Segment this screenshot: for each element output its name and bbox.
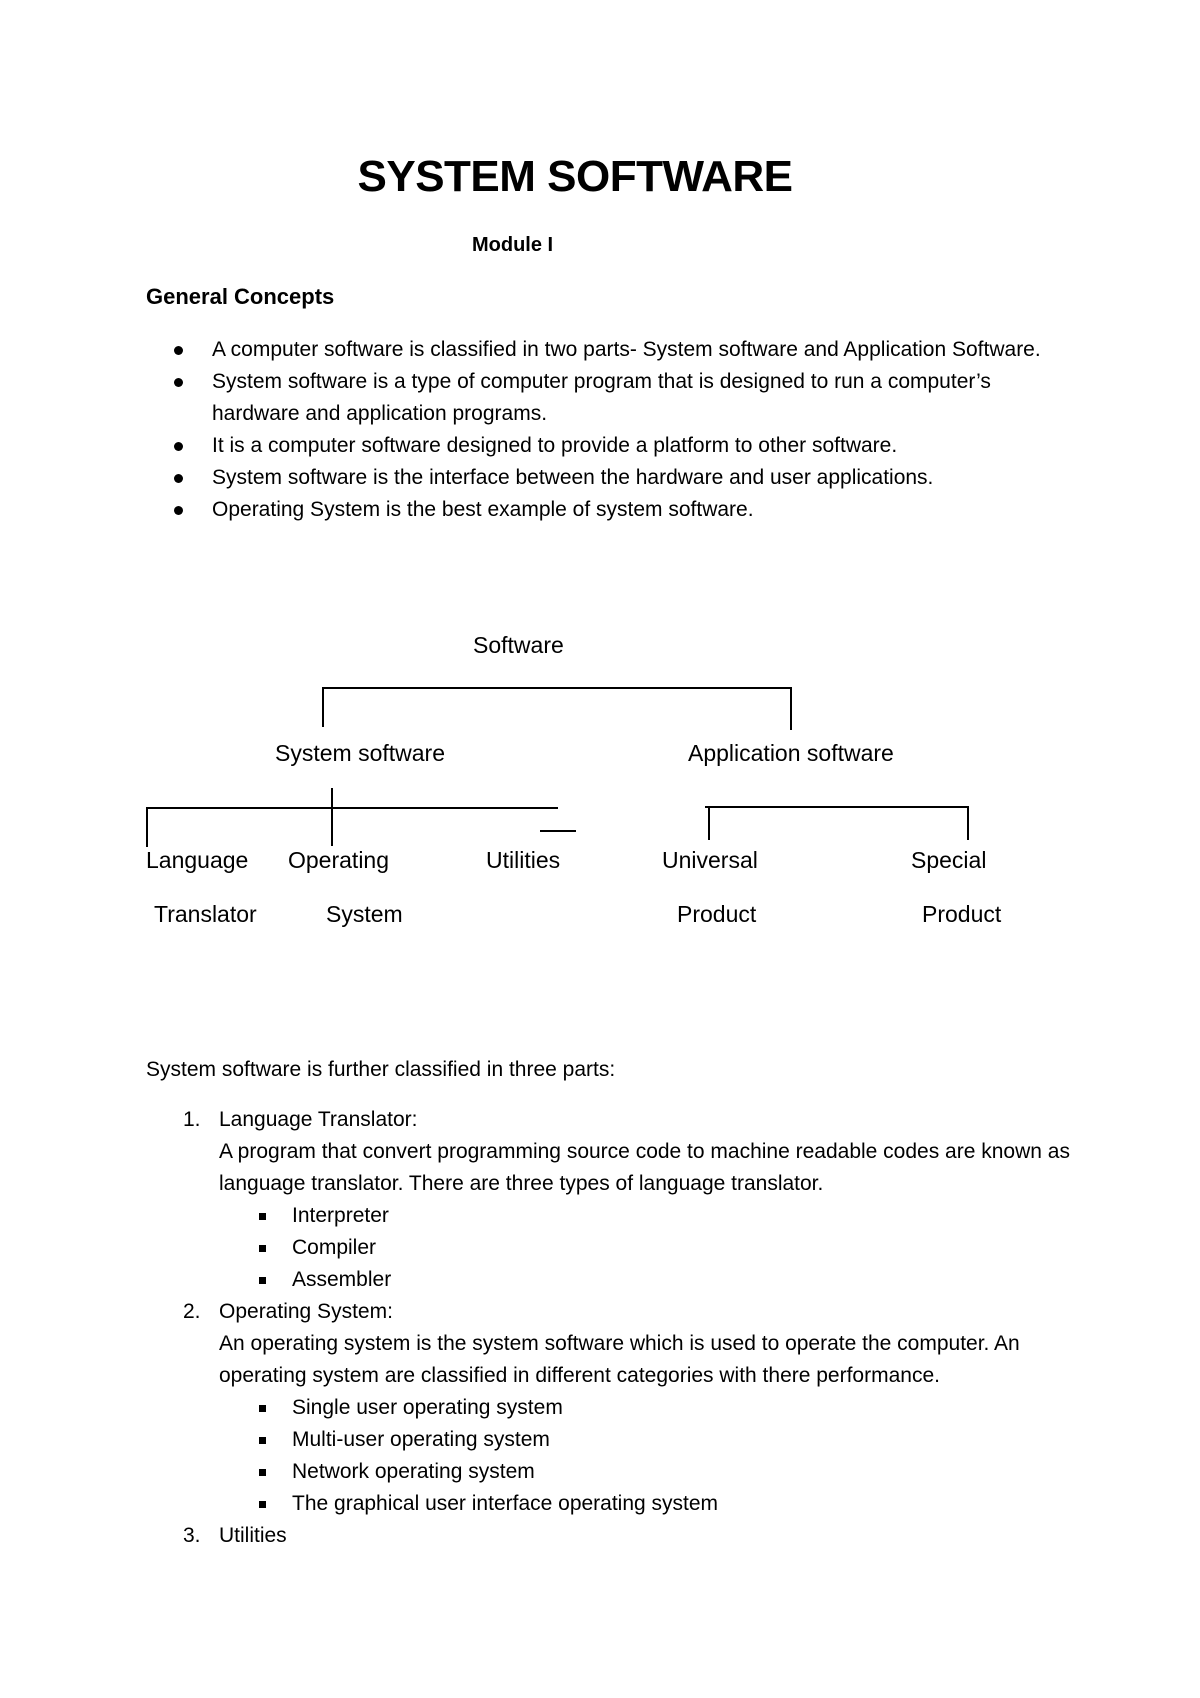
tree-connector [331, 788, 333, 846]
tree-connector [708, 806, 710, 840]
list-item-title: Operating System: [219, 1300, 393, 1323]
tree-node-language-line1: Language [146, 847, 249, 873]
bullet-dot-icon [174, 378, 183, 387]
list-item [146, 1296, 1086, 1520]
tree-connector [540, 830, 576, 832]
bullet-item: System software is a type of computer program that is designed to run a computer’s hardware and application programs. [146, 366, 1046, 430]
tree-node-universal-line2: Product [677, 901, 757, 927]
list-number: 1. [183, 1108, 201, 1131]
square-bullet-icon [259, 1437, 266, 1444]
tree-node-application-software: Application software [688, 740, 894, 766]
classification-list [146, 1104, 1086, 1552]
sub-list-item: Network operating system [219, 1456, 1086, 1488]
section-heading: General Concepts [146, 284, 335, 309]
list-number: 3. [183, 1524, 201, 1547]
square-bullet-icon [259, 1469, 266, 1476]
list-item-description: A program that convert programming source code to machine readable codes are known as language translator. There are three types of language translator. [219, 1140, 1070, 1195]
tree-connector [322, 687, 324, 727]
concept-bullet-list [146, 334, 1046, 526]
bullet-item: A computer software is classified in two parts- System software and Application Software. [146, 334, 1046, 366]
bullet-item: Operating System is the best example of system software. [146, 494, 1046, 526]
list-item [146, 1104, 1086, 1296]
tree-node-special-line2: Product [922, 901, 1002, 927]
square-bullet-icon [259, 1405, 266, 1412]
list-number: 2. [183, 1300, 201, 1323]
bullet-item: It is a computer software designed to provide a platform to other software. [146, 430, 1046, 462]
sub-list-item: Multi-user operating system [219, 1424, 1086, 1456]
sub-list-item: Compiler [219, 1232, 1086, 1264]
tree-node-universal-line1: Universal [662, 847, 758, 873]
tree-connector [146, 807, 558, 809]
square-bullet-icon [259, 1501, 266, 1508]
list-item-title: Language Translator: [219, 1108, 418, 1131]
tree-connector [322, 687, 792, 689]
tree-connector [705, 806, 969, 808]
document-title: SYSTEM SOFTWARE [357, 152, 793, 201]
bullet-dot-icon [174, 346, 183, 355]
square-bullet-icon [259, 1245, 266, 1252]
sub-list-item: Single user operating system [219, 1392, 1086, 1424]
bullet-dot-icon [174, 474, 183, 483]
bullet-dot-icon [174, 506, 183, 515]
module-label: Module I [472, 234, 554, 256]
tree-node-utilities: Utilities [486, 847, 561, 873]
tree-node-special-line1: Special [911, 847, 987, 873]
tree-root-label: Software [473, 632, 564, 658]
list-item [146, 1520, 1086, 1552]
sub-list-item: Interpreter [219, 1200, 1086, 1232]
sub-list [219, 1392, 1086, 1520]
sub-list [219, 1200, 1086, 1296]
tree-connector [146, 807, 148, 847]
tree-connector [790, 687, 792, 730]
tree-node-operating-line2: System [326, 901, 403, 927]
list-item-title: Utilities [219, 1524, 287, 1547]
tree-node-system-software: System software [275, 740, 445, 766]
bullet-item: System software is the interface between the hardware and user applications. [146, 462, 1046, 494]
tree-node-operating-line1: Operating [288, 847, 390, 873]
sub-list-item: The graphical user interface operating system [219, 1488, 1086, 1520]
square-bullet-icon [259, 1213, 266, 1220]
list-item-description: An operating system is the system software which is used to operate the computer. An operating system are classified in different categories with there performance. [219, 1332, 1020, 1387]
tree-connector [967, 806, 969, 840]
tree-node-language-line2: Translator [154, 901, 257, 927]
square-bullet-icon [259, 1277, 266, 1284]
classification-intro: System software is further classified in three parts: [146, 1058, 616, 1081]
bullet-dot-icon [174, 442, 183, 451]
sub-list-item: Assembler [219, 1264, 1086, 1296]
